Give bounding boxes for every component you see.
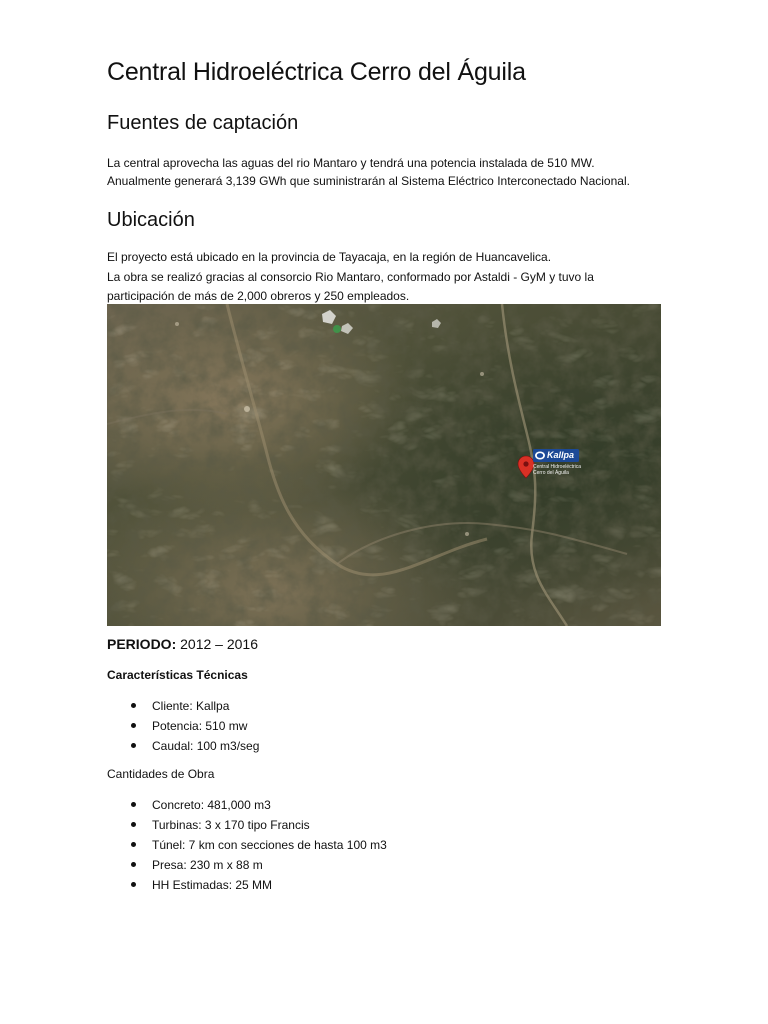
caracteristicas-heading: Características Técnicas: [107, 668, 248, 682]
list-item: Turbinas: 3 x 170 tipo Francis: [107, 815, 387, 835]
fuentes-line-1: La central aprovecha las aguas del rio Mantaro y tendrá una potencia instalada de 510 MW.: [107, 156, 595, 170]
periodo-line: [107, 636, 258, 652]
map-marker-label: [533, 464, 581, 476]
periodo-value: 2012 – 2016: [180, 636, 258, 652]
map-brand-label: Kallpa: [547, 450, 575, 460]
list-item: Potencia: 510 mw: [107, 716, 259, 736]
list-item: Túnel: 7 km con secciones de hasta 100 m3: [107, 835, 387, 855]
ubicacion-heading: Ubicación: [107, 209, 195, 231]
cantidades-list: [107, 795, 387, 895]
ubicacion-line-2: La obra se realizó gracias al consorcio Rio Mantaro, conformado por Astaldi - GyM y tuvo la: [107, 269, 594, 284]
list-item: Presa: 230 m x 88 m: [107, 855, 387, 875]
map-marker-label-line2: Cerro del Águila: [533, 470, 569, 476]
ubicacion-line-3: participación de más de 2,000 obreros y 250 empleados.: [107, 289, 410, 303]
document-title: Central Hidroeléctrica Cerro del Águila: [107, 58, 526, 86]
ubicacion-line-1: El proyecto está ubicado en la provincia de Tayacaja, en la región de Huancavelica.: [107, 250, 552, 264]
periodo-label: PERIODO:: [107, 636, 177, 652]
ubicacion-paragraph: [107, 248, 667, 307]
list-item: Concreto: 481,000 m3: [107, 795, 387, 815]
fuentes-heading: Fuentes de captación: [107, 112, 299, 134]
list-item: Caudal: 100 m3/seg: [107, 736, 259, 756]
cantidades-heading: Cantidades de Obra: [107, 767, 215, 781]
fuentes-paragraph: [107, 154, 667, 190]
list-item: Cliente: Kallpa: [107, 696, 259, 716]
caracteristicas-list: [107, 696, 259, 756]
list-item: HH Estimadas: 25 MM: [107, 875, 387, 895]
map-marker-label-line1: Central Hidroeléctrica: [533, 464, 582, 470]
satellite-map: [107, 304, 661, 626]
fuentes-line-2: Anualmente generará 3,139 GWh que suministrarán al Sistema Eléctrico Interconectado Nacional.: [107, 174, 630, 188]
